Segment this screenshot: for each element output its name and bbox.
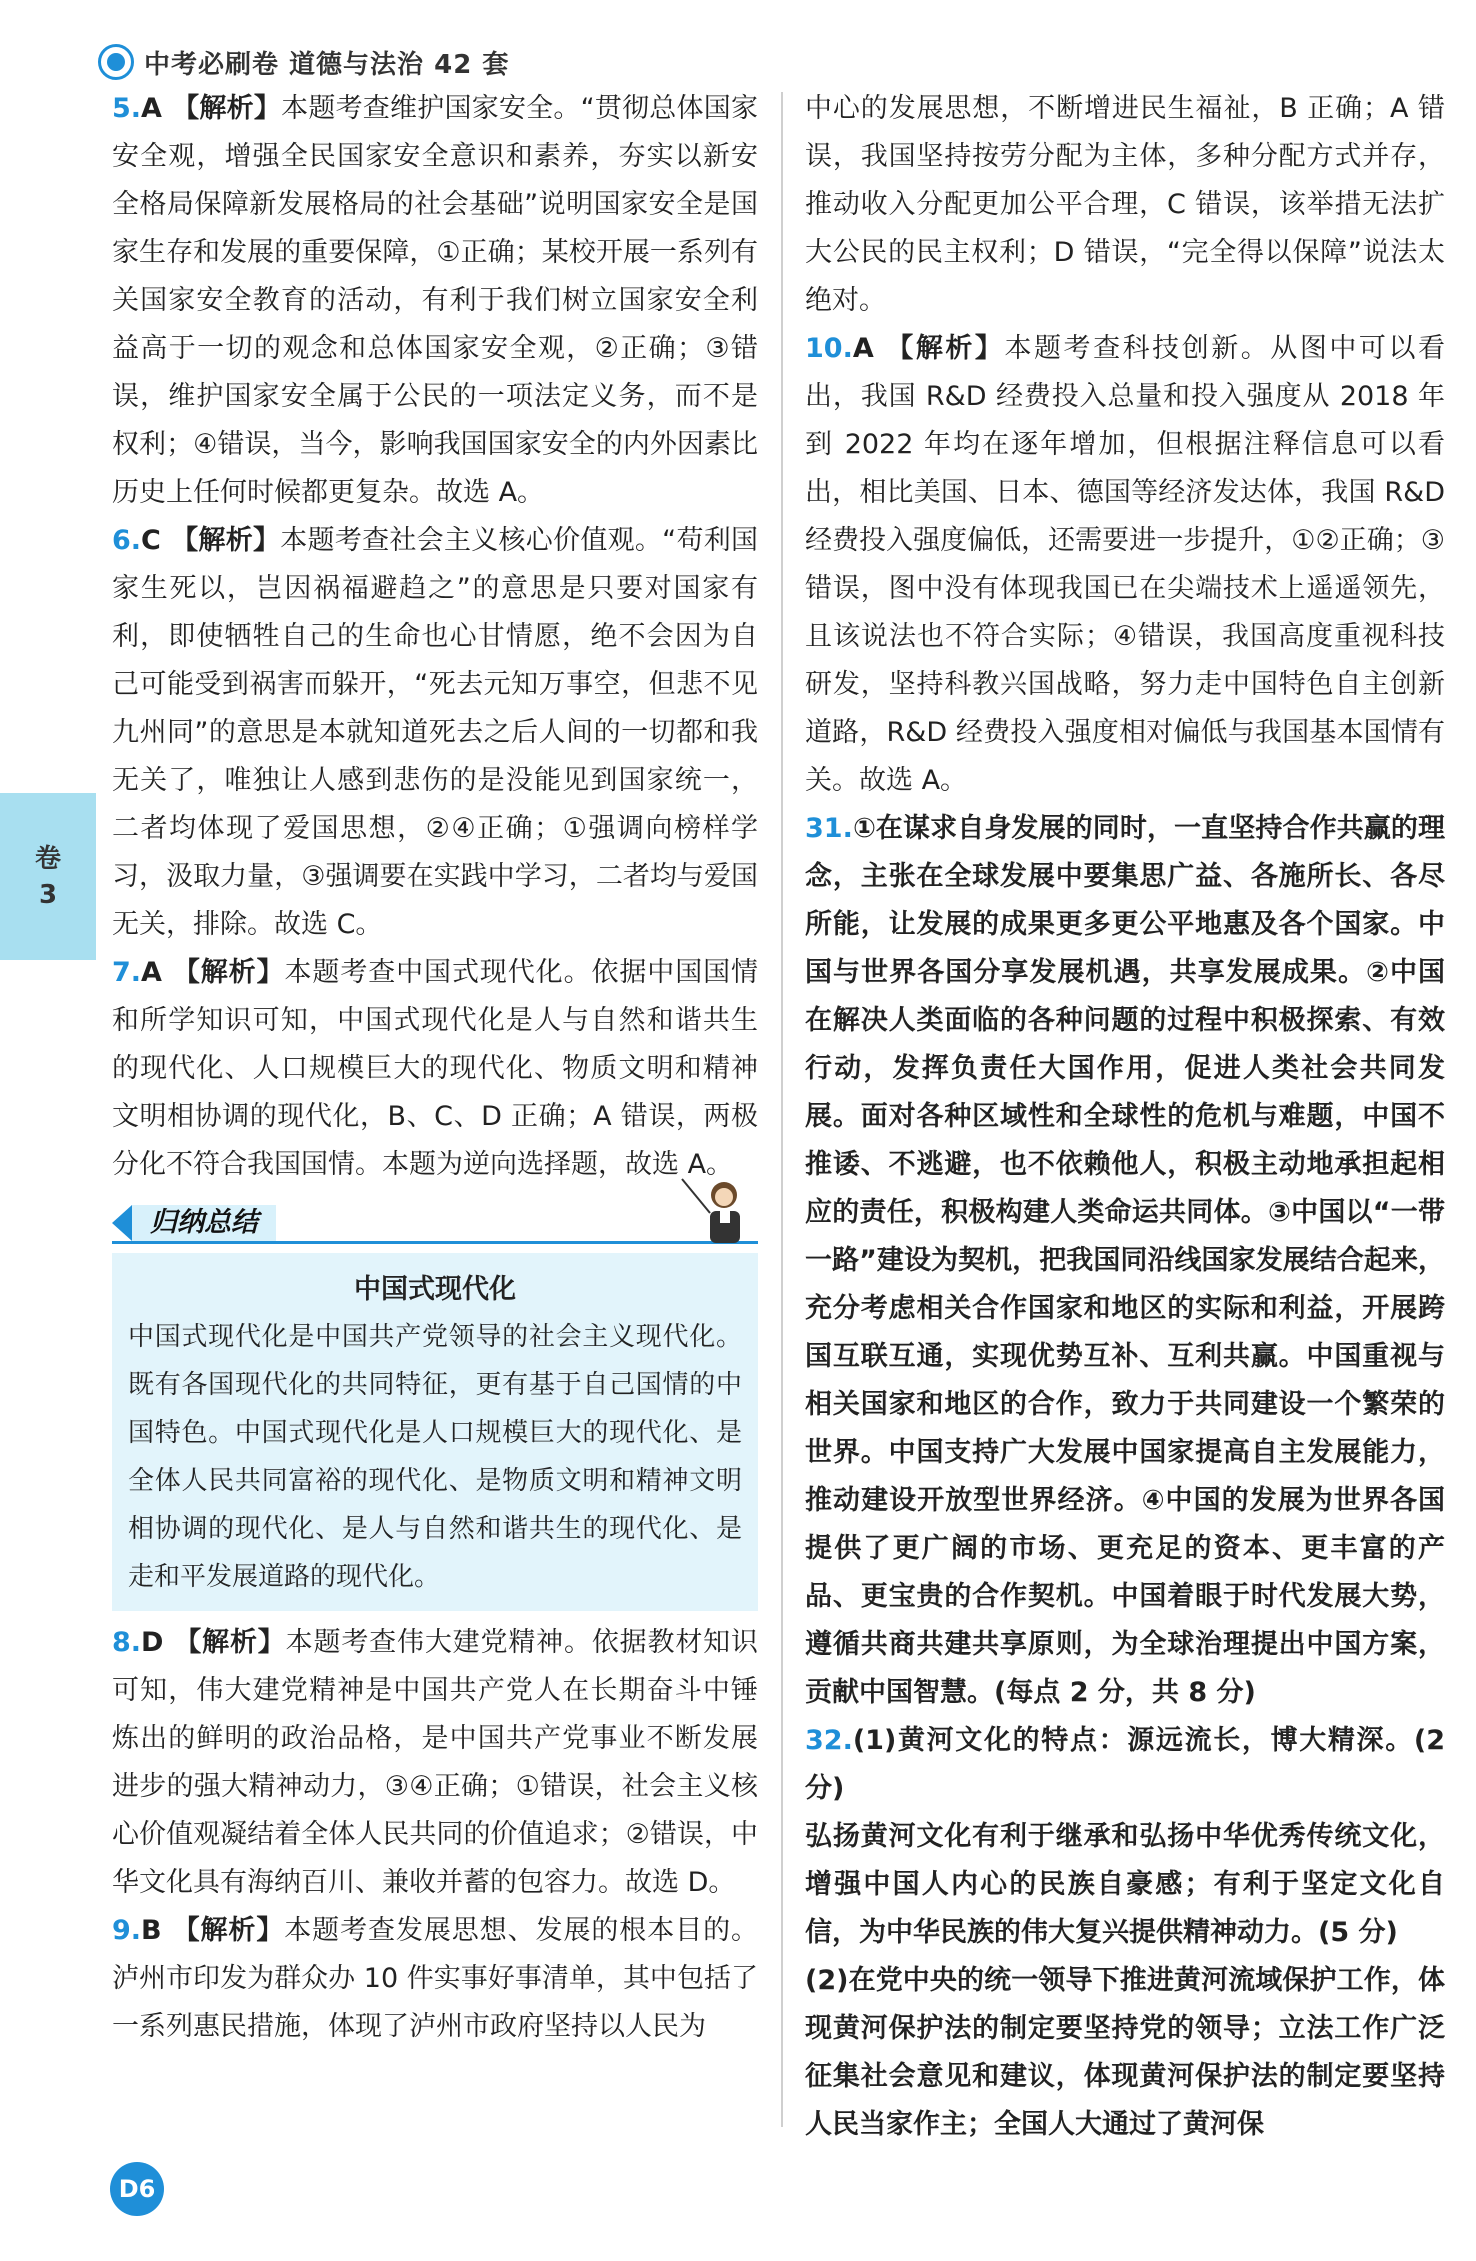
summary-heading-bar — [112, 1199, 758, 1249]
analysis-text: 本题考查发展思想、发展的根本目的。泸州市印发为群众办 10 件实事好事清单，其中包括了一系列惠民措施，体现了泸州市政府坚持以人民为 — [112, 1915, 758, 2042]
answer-part-1-detail: 弘扬黄河文化有利于继承和弘扬中华优秀传统文化，增强中国人内心的民族自豪感；有利于坚定文化自信，为中华民族的伟大复兴提供精神动力。(5 分) — [805, 1821, 1445, 1948]
analysis-text: 本题考查中国式现代化。依据中国国情和所学知识可知，中国式现代化是人与自然和谐共生的现代化、人口规模巨大的现代化、物质文明和精神文明相协调的现代化，B、C、D 正确；A 错误，两极分化不符合我国国情。本题为逆向选择题，故选 A。 — [112, 957, 759, 1180]
page-number-badge: D6 — [110, 2162, 164, 2216]
answer-text: ①在谋求自身发展的同时，一直坚持合作共赢的理念，主张在全球发展中要集思广益、各施所长、各尽所能，让发展的成果更多更公平地惠及各个国家。中国与世界各国分享发展机遇，共享发展成果。②中国在解决人类面临的各种问题的过程中积极探索、有效行动，发挥负责任大国作用，促进人类社会共同发展。面对各种区域性和全球性的危机与难题，中国不推诿、不逃避，也不依赖他人，积极主动地承担起相应的责任，积极构建人类命运共同体。③中国以“一带一路”建设为契机，把我国同沿线国家发展结合起来，充分考虑相关合作国家和地区的实际和利益，开展跨国互联互通，实现优势互补、互利共赢。中国重视与相关国家和地区的合作，致力于共同建设一个繁荣的世界。中国支持广大发展中国家提高自主发展能力，推动建设开放型世界经济。④中国的发展为世界各国提供了更广阔的市场、更充足的资本、更丰富的产品、更宝贵的合作契机。中国着眼于时代发展大势，遵循共商共建共享原则，为全球治理提出中国方案，贡献中国智慧。(每点 2 分，共 8 分) — [805, 813, 1445, 1708]
analysis-tag: 【解析】 — [171, 957, 285, 988]
answer-letter: A — [852, 333, 874, 364]
volume-label: 卷 — [34, 843, 61, 874]
question-number: 10. — [805, 333, 853, 364]
header-title: 中考必刷卷 道德与法治 42 套 — [144, 49, 510, 80]
right-column — [805, 85, 1445, 2149]
question-8 — [112, 1619, 758, 1907]
question-5 — [112, 85, 758, 517]
question-31 — [805, 805, 1445, 1717]
analysis-tag: 【解析】 — [171, 1915, 285, 1946]
answer-part-2: (2)在党中央的统一领导下推进黄河流域保护工作，体现黄河保护法的制定要坚持党的领导；立法工作广泛征集社会意见和建议，体现黄河保护法的制定要坚持人民当家作主；全国人大通过了黄河保 — [805, 1965, 1445, 2140]
analysis-tag: 【解析】 — [883, 333, 1005, 364]
question-number: 31. — [805, 813, 853, 844]
analysis-tag: 【解析】 — [173, 1627, 286, 1658]
left-column — [112, 85, 758, 2051]
summary-title: 中国式现代化 — [354, 1274, 516, 1305]
summary-text: 中国式现代化是中国共产党领导的社会主义现代化。既有各国现代化的共同特征，更有基于自己国情的中国特色。中国式现代化是人口规模巨大的现代化、是全体人民共同富裕的现代化、是物质文明和精神文明相协调的现代化、是人与自然和谐共生的现代化、是走和平发展道路的现代化。 — [128, 1322, 742, 1592]
volume-side-tab — [0, 793, 96, 960]
volume-number: 3 — [38, 879, 58, 910]
answer-letter: B — [141, 1915, 162, 1946]
question-9 — [112, 1907, 758, 2051]
question-number: 7. — [112, 957, 142, 988]
question-7 — [112, 949, 758, 1189]
question-number: 32. — [805, 1725, 853, 1756]
question-32 — [805, 1717, 1445, 2149]
summary-underline — [112, 1241, 758, 1244]
answer-letter: A — [141, 93, 162, 124]
analysis-text: 本题考查科技创新。从图中可以看出，我国 R&D 经费投入总量和投入强度从 2018 年到 2022 年均在逐年增加，但根据注释信息可以看出，相比美国、日本、德国等经济发达体，我国 R&D 经费投入强度偏低，还需要进一步提升，①②正确；③错误，图中没有体现我国已在尖端技术上遥遥领先，且该说法也不符合实际；④错误，我国高度重视科技研发，坚持科教兴国战略，努力走中国特色自主创新道路，R&D 经费投入强度相对偏低与我国基本国情有关。故选 A。 — [805, 333, 1446, 796]
arrow-left-icon — [112, 1205, 132, 1241]
summary-label: 归纳总结 — [132, 1205, 276, 1241]
answer-letter: C — [141, 525, 161, 556]
question-9-continued: 中心的发展思想，不断增进民生福祉，B 正确；A 错误，我国坚持按劳分配为主体，多种分配方式并存，推动收入分配更加公平合理，C 错误，该举措无法扩大公民的民主权利；D 错误，“完全得以保障”说法太绝对。 — [805, 93, 1445, 316]
analysis-tag: 【解析】 — [171, 93, 282, 124]
page-header — [98, 40, 509, 84]
question-number: 5. — [112, 93, 142, 124]
question-number: 9. — [112, 1915, 142, 1946]
question-6 — [112, 517, 758, 949]
answer-letter: A — [141, 957, 162, 988]
analysis-text: 本题考查社会主义核心价值观。“苟利国家生死以，岂因祸福避趋之”的意思是只要对国家有利，即使牺牲自己的生命也心甘情愿，绝不会因为自己可能受到祸害而躲开，“死去元知万事空，但悲不见九州同”的意思是本就知道死去之后人间的一切都和我无关了，唯独让人感到悲伤的是没能见到国家统一，二者均体现了爱国思想，②④正确；①强调向榜样学习，汲取力量，③强调要在实践中学习，二者均与爱国无关，排除。故选 C。 — [112, 525, 759, 940]
teacher-illustration-icon — [680, 1173, 750, 1245]
answer-letter: D — [141, 1627, 164, 1658]
summary-heading — [112, 1205, 392, 1241]
analysis-text: 本题考查伟大建党精神。依据教材知识可知，伟大建党精神是中国共产党人在长期奋斗中锤炼出的鲜明的政治品格，是中国共产党事业不断发展进步的强大精神动力，③④正确；①错误，社会主义核心价值观凝结着全体人民共同的价值追求；②错误，中华文化具有海纳百川、兼收并蓄的包容力。故选 D。 — [112, 1627, 759, 1898]
analysis-text: 本题考查维护国家安全。“贯彻总体国家安全观，增强全民国家安全意识和素养，夯实以新安全格局保障新发展格局的社会基础”说明国家安全是国家生存和发展的重要保障，①正确；某校开展一系列有关国家安全教育的活动，有利于我们树立国家安全利益高于一切的观念和总体国家安全观，②正确；③错误，维护国家安全属于公民的一项法定义务，而不是权利；④错误，当今，影响我国国家安全的内外因素比历史上任何时候都更复杂。故选 A。 — [112, 93, 758, 508]
column-divider — [781, 92, 783, 2127]
question-10 — [805, 325, 1445, 805]
answer-part-1: (1)黄河文化的特点：源远流长，博大精深。(2 分) — [805, 1725, 1445, 1804]
summary-box — [112, 1253, 758, 1611]
question-number: 8. — [112, 1627, 142, 1658]
question-number: 6. — [112, 525, 142, 556]
brand-logo-icon — [98, 44, 134, 80]
analysis-tag: 【解析】 — [170, 525, 281, 556]
